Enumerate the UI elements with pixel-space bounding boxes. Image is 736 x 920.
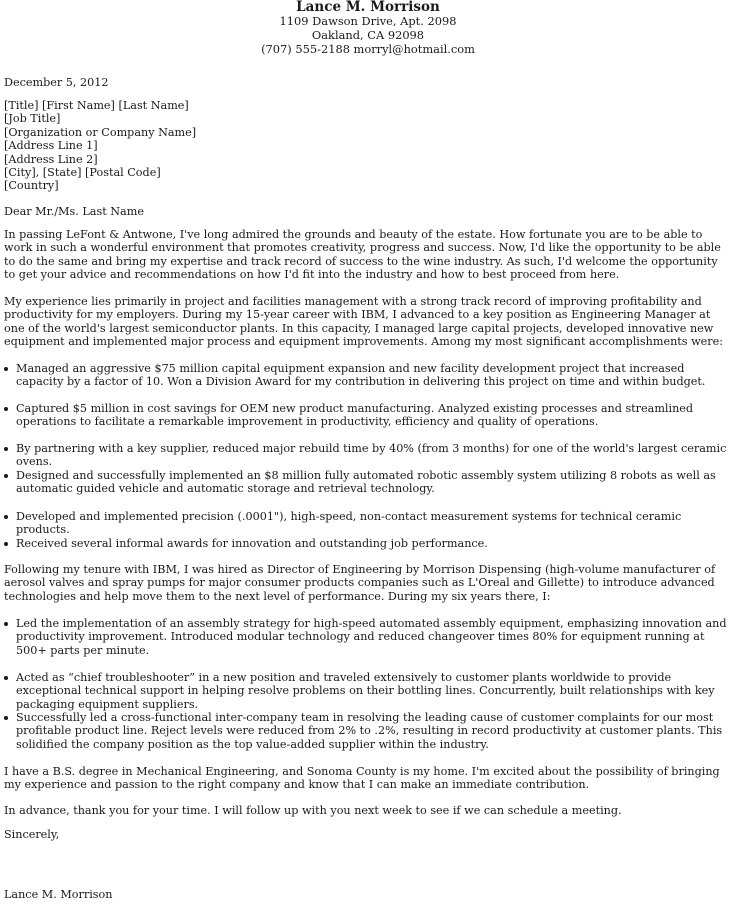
- sender-address-line-2: Oakland, CA 92098: [311, 28, 425, 43]
- list-item: [4, 402, 732, 429]
- list-item-text: Captured $5 million in cost savings for OEM new product manufacturing. Analyzed existing processes and streamlined operations to facilitate a remarkable improvement in productivity, efficiency and quality of operations.: [16, 402, 694, 429]
- recipient-job-title: [Job Title]: [4, 112, 61, 126]
- list-item-text: Developed and implemented precision (.0001"), high-speed, non-contact measurement systems for technical ceramic products.: [16, 510, 682, 537]
- bullet-icon: [4, 447, 8, 451]
- bullet-icon: [4, 474, 8, 478]
- accomplishments-list-ibm: [4, 469, 732, 496]
- list-item: [4, 442, 732, 469]
- list-item-text: Received several informal awards for innovation and outstanding job performance.: [16, 537, 488, 550]
- list-item: [4, 469, 732, 496]
- recipient-address-line-2: [Address Line 2]: [4, 152, 98, 166]
- accomplishments-list-morrison: [4, 711, 732, 751]
- salutation: Dear Mr./Ms. Last Name: [4, 205, 144, 218]
- bullet-icon: [4, 622, 8, 626]
- recipient-name: [Title] [First Name] [Last Name]: [4, 99, 189, 112]
- bullet-icon: [4, 716, 8, 720]
- recipient-city-state-zip: [City], [State] [Postal Code]: [4, 166, 161, 180]
- accomplishments-list-ibm: [4, 537, 732, 550]
- list-item: [4, 617, 732, 657]
- list-item-text: Successfully led a cross-functional inter-company team in resolving the leading cause of customer complaints for our most profitable product line. Reject levels were reduced from 2% to .2%, resulting in record productivity at customer plants. This solidified the company position as the top value-added supplier within the industry.: [16, 711, 723, 751]
- signature-name: Lance M. Morrison: [4, 888, 113, 901]
- sender-name: Lance M. Morrison: [296, 0, 440, 15]
- list-item-text: By partnering with a key supplier, reduced major rebuild time by 40% (from 3 months) for one of the world's largest ceramic ovens.: [16, 442, 727, 469]
- list-item-text: Managed an aggressive $75 million capital equipment expansion and new facility development project that increased capacity by a factor of 10. Won a Division Award for my contribution in delivering this project on time and within budget.: [16, 362, 706, 389]
- list-item-text: Led the implementation of an assembly strategy for high-speed automated assembly equipment, emphasizing innovation and productivity improvement. Introduced modular technology and reduced changeover times 80% for equipment running at 500+ parts per minute.: [16, 617, 727, 657]
- list-item: [4, 510, 732, 537]
- accomplishments-list-morrison: [4, 617, 732, 657]
- accomplishments-list-ibm: [4, 442, 732, 469]
- bullet-icon: [4, 407, 8, 411]
- list-item: [4, 362, 732, 389]
- list-item: [4, 711, 732, 751]
- paragraph-experience: My experience lies primarily in project and facilities management with a strong track record of improving profitability and productivity for my employers. During my 15-year career with IBM, I advanced to a key position as Engineering Manager at one of the world's largest semiconductor plants. In this capacity, I managed large capital projects, developed innovative new equipment and implemented major process and equipment improvements. Among my most significant accomplishments were:: [4, 295, 723, 349]
- closing: Sincerely,: [4, 828, 60, 841]
- list-item: [4, 537, 732, 550]
- list-item: [4, 671, 732, 711]
- sender-contact: (707) 555-2188 morryl@hotmail.com: [261, 42, 475, 57]
- list-item-text: Designed and successfully implemented an $8 million fully automated robotic assembly system utilizing 8 robots as well as automatic guided vehicle and automatic storage and retrieval technology.: [16, 469, 716, 496]
- list-item-text: Acted as “chief troubleshooter” in a new position and traveled extensively to customer plants worldwide to provide exceptional technical support in helping resolve problems on their bottling lines. Concurrently, built relationships with key packaging equipment suppliers.: [16, 671, 715, 711]
- paragraph-morrison-dispensing: Following my tenure with IBM, I was hired as Director of Engineering by Morrison Dispensing (high-volume manufacturer of aerosol valves and spray pumps for major consumer products companies such as L'Oreal and Gillette) to introduce advanced technologies and help move them to the next level of performance. During my six years there, I:: [4, 563, 716, 603]
- accomplishments-list-ibm: [4, 510, 732, 537]
- accomplishments-list-ibm: [4, 402, 732, 429]
- accomplishments-list-morrison: [4, 671, 732, 711]
- paragraph-education: I have a B.S. degree in Mechanical Engineering, and Sonoma County is my home. I'm excited about the possibility of bringing my experience and passion to the right company and know that I can make an immediate contribution.: [4, 765, 720, 792]
- recipient-address-line-1: [Address Line 1]: [4, 139, 98, 153]
- paragraph-follow-up: In advance, thank you for your time. I will follow up with you next week to see if we can schedule a meeting.: [4, 804, 622, 817]
- recipient-address: [4, 99, 732, 193]
- accomplishments-list-ibm: [4, 362, 732, 389]
- letter-date: December 5, 2012: [4, 76, 109, 89]
- letterhead: [0, 0, 736, 57]
- recipient-country: [Country]: [4, 179, 59, 193]
- paragraph-intro: In passing LeFont & Antwone, I've long admired the grounds and beauty of the estate. How fortunate you are to be able to work in such a wonderful environment that promotes creativity, progress and success. Now, I'd like the opportunity to be able to do the same and bring my expertise and track record of success to the wine industry. As such, I'd welcome the opportunity to get your advice and recommendations on how I'd fit into the industry and how to best proceed from here.: [4, 228, 721, 282]
- bullet-icon: [4, 676, 8, 680]
- recipient-organization: [Organization or Company Name]: [4, 125, 197, 139]
- bullet-icon: [4, 367, 8, 371]
- bullet-icon: [4, 515, 8, 519]
- sender-address-line-1: 1109 Dawson Drive, Apt. 2098: [279, 14, 457, 28]
- bullet-icon: [4, 542, 8, 546]
